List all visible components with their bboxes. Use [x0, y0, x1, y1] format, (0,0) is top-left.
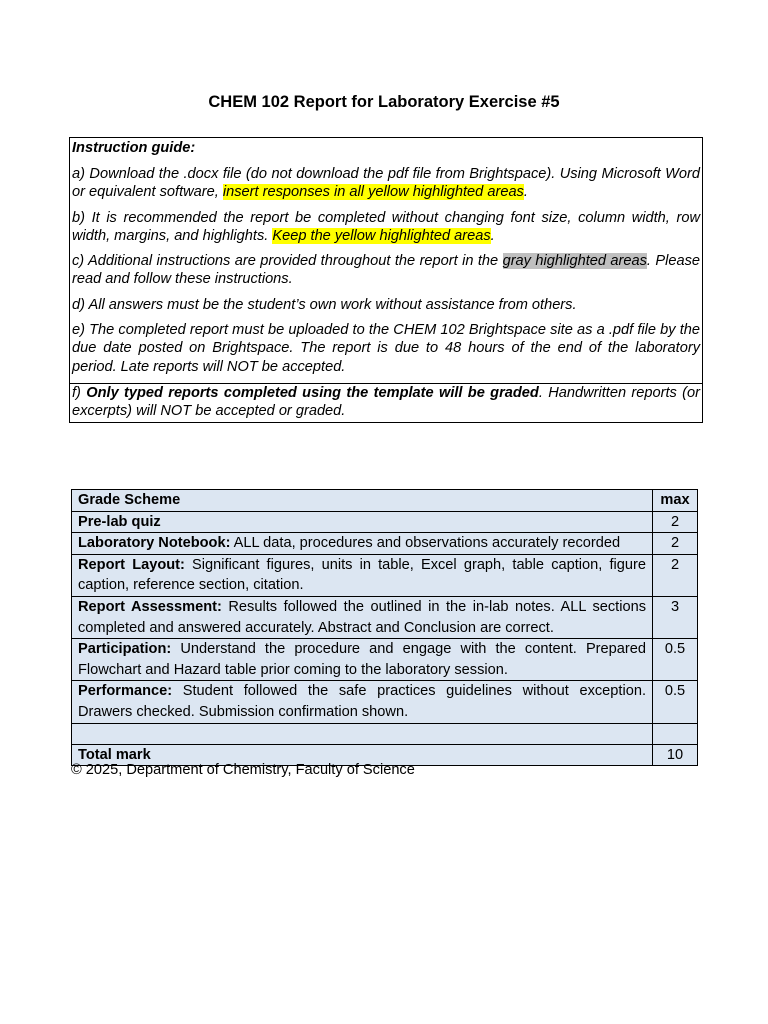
row-max: 2 — [653, 554, 698, 596]
instruction-b — [70, 209, 702, 246]
row-max: 2 — [653, 533, 698, 555]
table-row — [72, 681, 698, 723]
row-max: 0.5 — [653, 639, 698, 681]
instruction-c-end: . Please read and follow these instructions. — [72, 253, 700, 288]
row-max: 2 — [653, 511, 698, 533]
row-text: Understand the procedure and engage with the content. Prepared Flowchart and Hazard table prior coming to the laboratory session. — [78, 641, 646, 678]
grade-scheme-table — [71, 489, 698, 766]
table-row — [72, 596, 698, 638]
table-row — [72, 639, 698, 681]
row-label: Participation: — [78, 641, 172, 658]
instruction-f-prefix: f) — [72, 384, 87, 401]
page-title: CHEM 102 Report for Laboratory Exercise #5 — [208, 93, 560, 111]
table-row — [72, 554, 698, 596]
table-header-row — [72, 490, 698, 512]
row-label: Performance: — [78, 683, 173, 700]
instruction-body — [69, 158, 703, 383]
row-text: Significant figures, units in table, Excel graph, table caption, figure caption, reference section, citation. — [78, 556, 646, 594]
instruction-heading: Instruction guide: — [69, 137, 703, 158]
row-label: Report Layout: — [78, 556, 185, 573]
row-label: Pre-lab quiz — [78, 513, 161, 530]
yellow-highlight: insert responses in all yellow highlighted areas — [222, 184, 524, 201]
row-text: ALL data, procedures and observations accurately recorded — [230, 535, 621, 552]
empty-row — [72, 723, 698, 744]
instruction-a — [70, 165, 702, 202]
row-text: Student followed the safe practices guidelines without exception. Drawers checked. Submission confirmation shown. — [78, 683, 646, 720]
instruction-b-end: . — [490, 227, 495, 244]
instruction-a-end: . — [523, 184, 528, 201]
instruction-d: d) All answers must be the student’s own work without assistance from others. — [72, 296, 577, 313]
table-row — [72, 511, 698, 533]
instruction-f-bold: Only typed reports completed using the template will be graded — [86, 384, 539, 401]
instruction-c — [70, 252, 702, 289]
row-max: 3 — [653, 596, 698, 638]
max-header: max — [653, 490, 698, 512]
total-label: Total mark — [72, 744, 653, 766]
instruction-b-text: b) It is recommended the report be completed without changing font size, column width, row width, margins, and highlights. — [72, 209, 700, 244]
table-row — [72, 533, 698, 555]
instruction-f-end: . Handwritten reports (or excerpts) will NOT be accepted or graded. — [72, 384, 700, 420]
instruction-f — [69, 383, 703, 423]
row-label: Laboratory Notebook: — [78, 535, 231, 552]
copyright-footer: © 2025, Department of Chemistry, Faculty of Science — [71, 762, 415, 778]
row-label: Report Assessment: — [78, 598, 222, 615]
instruction-a-text: a) Download the .docx file (do not download the pdf file from Brightspace). Using Microsoft Word or equivalent software, — [72, 166, 700, 201]
yellow-highlight: Keep the yellow highlighted areas — [272, 227, 491, 244]
row-text: Results followed the outlined in the in-lab notes. ALL sections completed and answered accurately. Abstract and Conclusion are correct. — [78, 598, 646, 636]
instruction-c-text: c) Additional instructions are provided throughout the report in the — [72, 253, 503, 270]
gray-highlight: gray highlighted areas — [502, 253, 647, 270]
instruction-guide-box — [69, 137, 703, 423]
instruction-e: e) The completed report must be uploaded to the CHEM 102 Brightspace site as a .pdf file by the due date posted on Brightspace. The report is due to 48 hours of the end of the laboratory period. Late reports will NOT be accepted. — [72, 322, 700, 375]
grade-scheme-header: Grade Scheme — [72, 490, 653, 512]
total-max: 10 — [653, 744, 698, 766]
row-max: 0.5 — [653, 681, 698, 723]
